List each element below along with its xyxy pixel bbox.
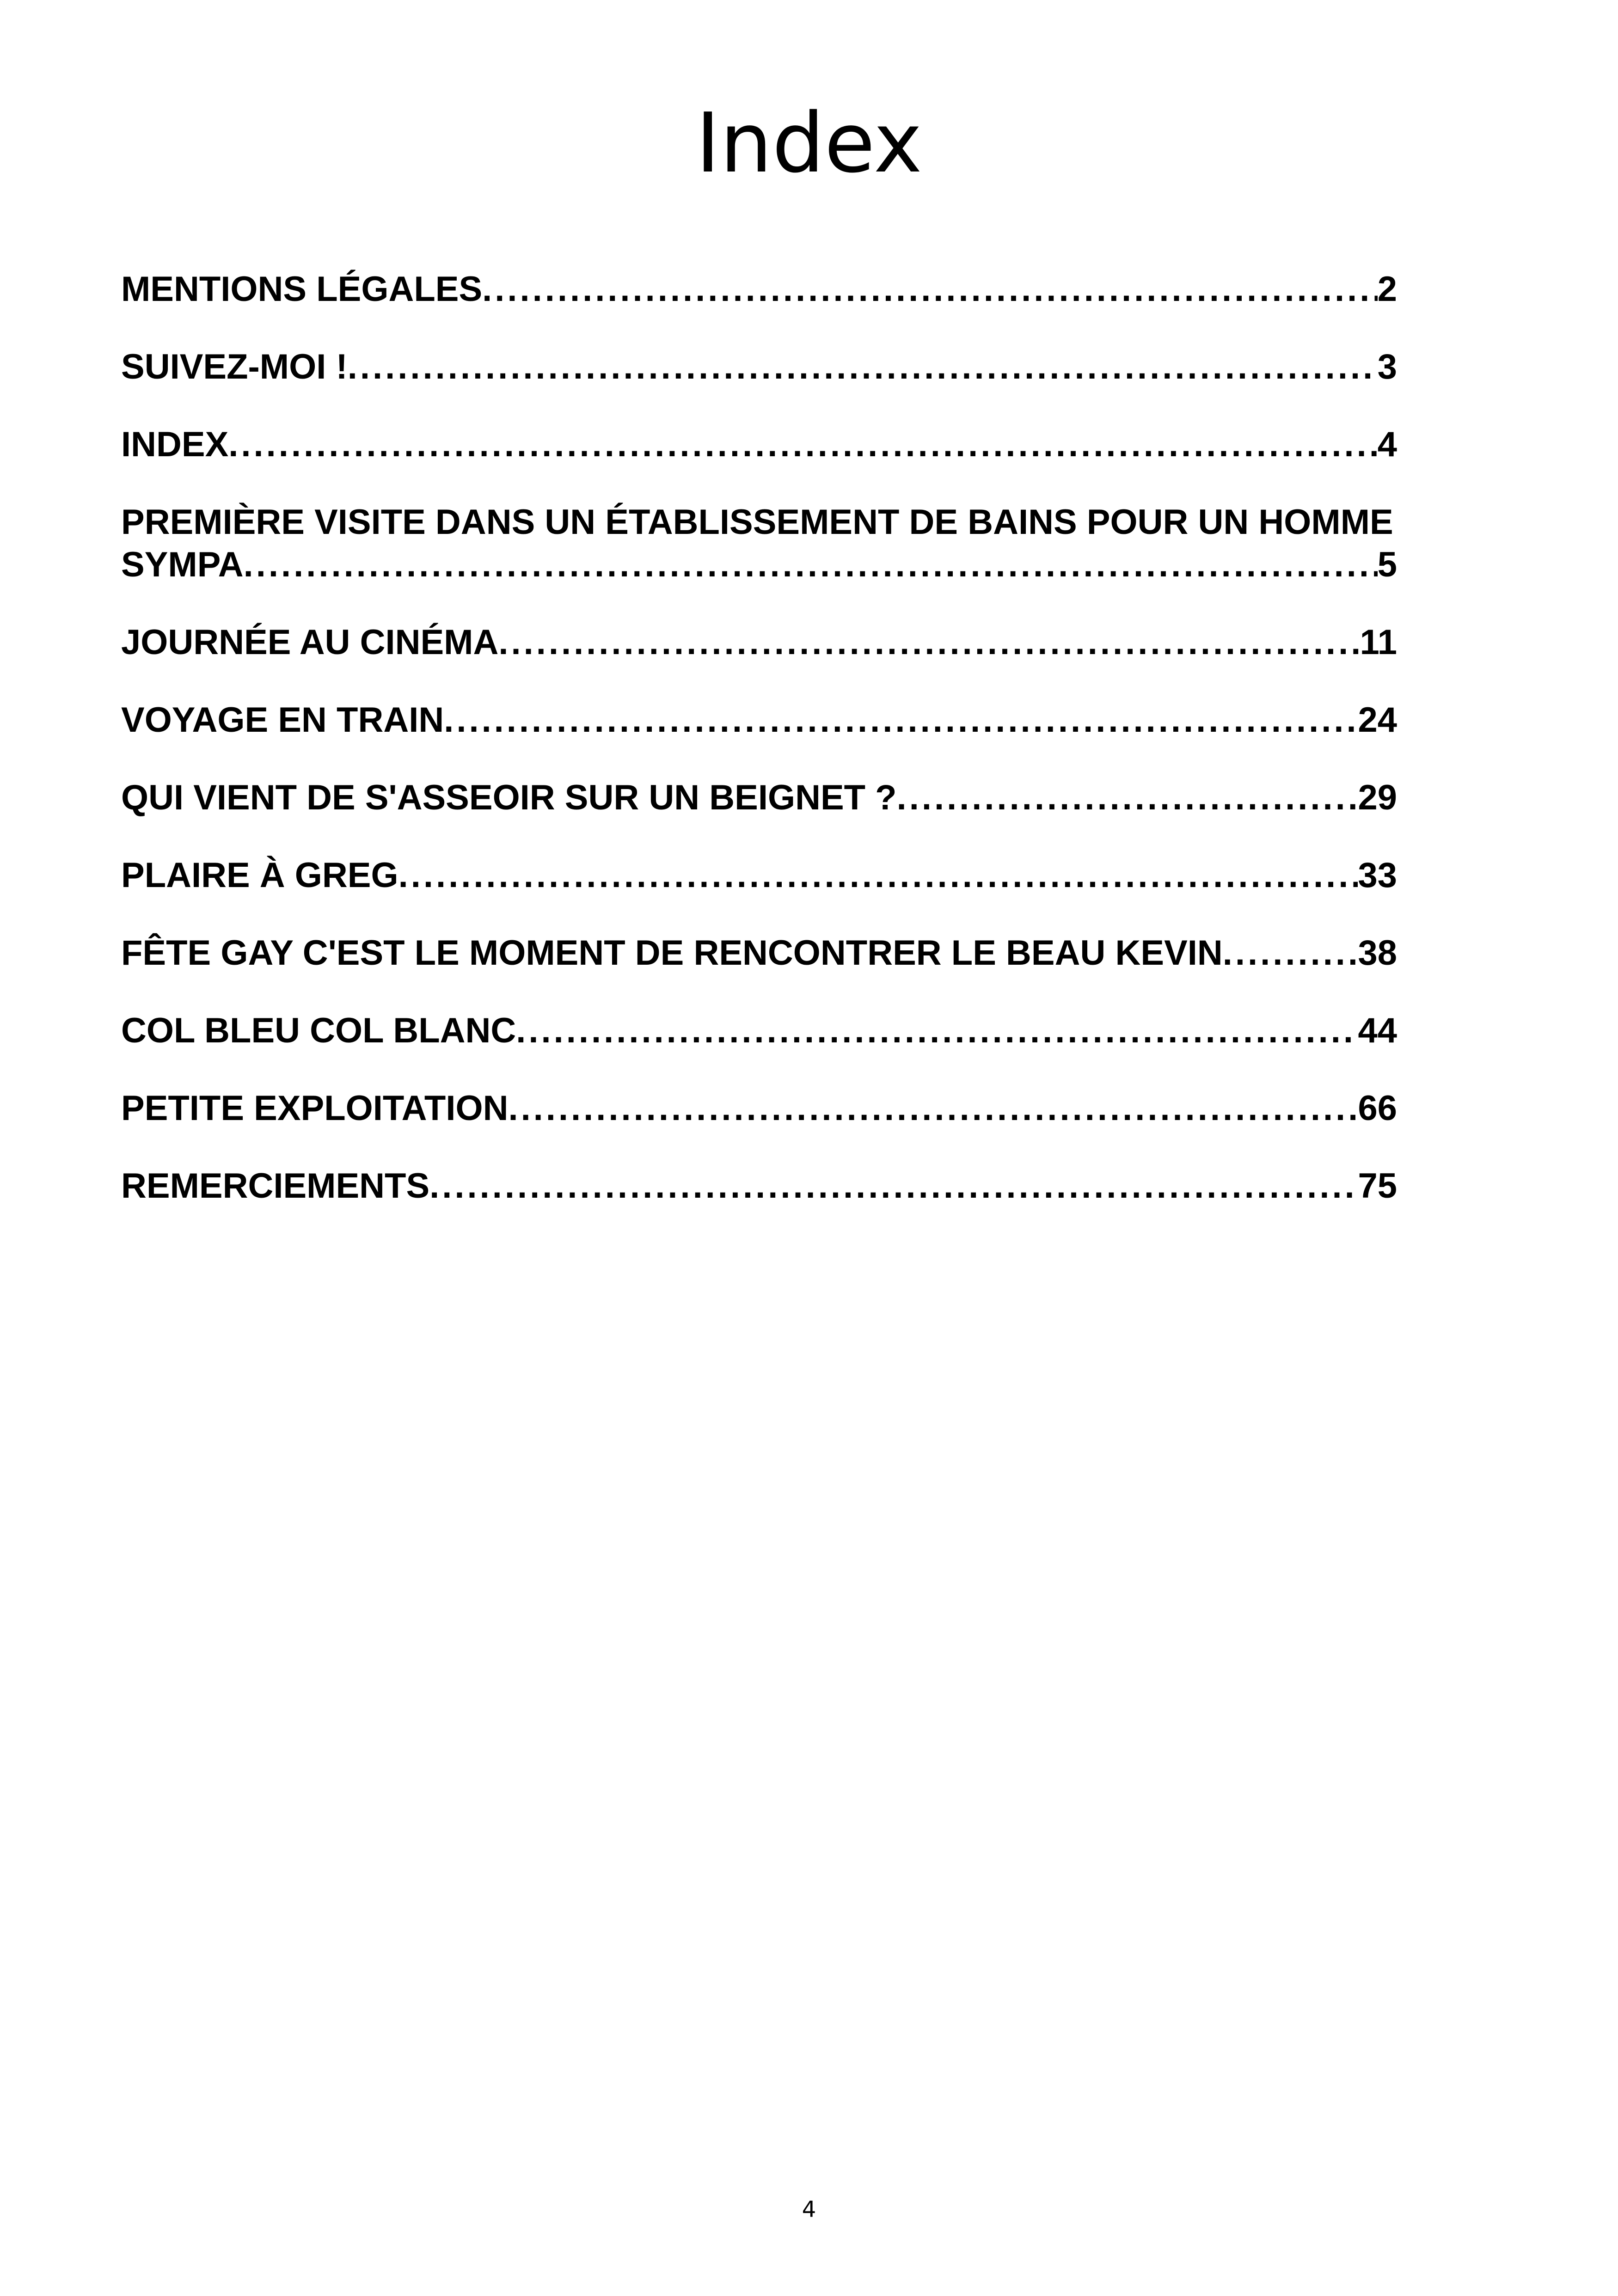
toc-entry-suivez-moi[interactable] xyxy=(121,346,1397,388)
table-of-contents xyxy=(121,268,1397,1243)
page-number: 4 xyxy=(802,2197,816,2223)
toc-entry-page: 24 xyxy=(1358,700,1397,740)
toc-entry-title: SYMPA xyxy=(121,545,244,584)
toc-entry-title: PLAIRE À GREG xyxy=(121,856,398,895)
toc-entry-title: FÊTE GAY C'EST LE MOMENT DE RENCONTRER LE BEAU KEVIN xyxy=(121,933,1223,973)
toc-dot-leader xyxy=(498,621,1360,664)
toc-entry-page: 38 xyxy=(1358,933,1397,973)
toc-entry-page: 3 xyxy=(1377,347,1397,386)
toc-entry-title: SUIVEZ-MOI ! xyxy=(121,347,348,386)
toc-entry-title: INDEX xyxy=(121,425,229,464)
toc-entry-title: PETITE EXPLOITATION xyxy=(121,1089,509,1128)
toc-entry-page: 5 xyxy=(1377,545,1397,584)
toc-entry-premiere-visite[interactable] xyxy=(121,501,1397,586)
toc-entry-page: 44 xyxy=(1358,1011,1397,1050)
toc-dot-leader xyxy=(398,854,1358,897)
toc-dot-leader xyxy=(348,346,1378,388)
toc-entry-voyage-en-train[interactable] xyxy=(121,699,1397,741)
toc-dot-leader xyxy=(897,777,1358,819)
toc-dot-leader xyxy=(244,544,1378,586)
toc-entry-title: MENTIONS LÉGALES xyxy=(121,269,483,309)
toc-entry-page: 75 xyxy=(1358,1166,1397,1206)
toc-entry-journee-au-cinema[interactable] xyxy=(121,621,1397,664)
toc-dot-leader xyxy=(228,423,1377,466)
toc-entry-plaire-a-greg[interactable] xyxy=(121,854,1397,897)
toc-entry-petite-exploitation[interactable] xyxy=(121,1087,1397,1130)
toc-entry-title: REMERCIEMENTS xyxy=(121,1166,430,1206)
toc-entry-col-bleu-col-blanc[interactable] xyxy=(121,1010,1397,1052)
toc-entry-page: 33 xyxy=(1358,856,1397,895)
toc-entry-title: QUI VIENT DE S'ASSEOIR SUR UN BEIGNET ? xyxy=(121,778,897,817)
toc-entry-title-line1: PREMIÈRE VISITE DANS UN ÉTABLISSEMENT DE BAINS POUR UN HOMME xyxy=(121,502,1393,542)
toc-dot-leader xyxy=(444,699,1358,741)
toc-entry-title: JOURNÉE AU CINÉMA xyxy=(121,623,499,662)
toc-entry-mentions-legales[interactable] xyxy=(121,268,1397,311)
toc-dot-leader xyxy=(482,268,1378,311)
toc-entry-page: 2 xyxy=(1377,269,1397,309)
toc-entry-page: 11 xyxy=(1360,623,1397,662)
toc-entry-page: 29 xyxy=(1358,778,1397,817)
toc-entry-qui-vient[interactable] xyxy=(121,777,1397,819)
page-title: Index xyxy=(695,95,923,191)
toc-entry-index[interactable] xyxy=(121,423,1397,466)
toc-dot-leader xyxy=(1223,932,1358,974)
toc-dot-leader xyxy=(516,1010,1358,1052)
toc-entry-fete-gay[interactable] xyxy=(121,932,1397,974)
toc-entry-page: 4 xyxy=(1377,425,1397,464)
toc-entry-remerciements[interactable] xyxy=(121,1165,1397,1207)
toc-dot-leader xyxy=(508,1087,1358,1130)
toc-entry-title: VOYAGE EN TRAIN xyxy=(121,700,444,740)
toc-entry-title: COL BLEU COL BLANC xyxy=(121,1011,516,1050)
toc-dot-leader xyxy=(429,1165,1358,1207)
toc-entry-page: 66 xyxy=(1358,1089,1397,1128)
